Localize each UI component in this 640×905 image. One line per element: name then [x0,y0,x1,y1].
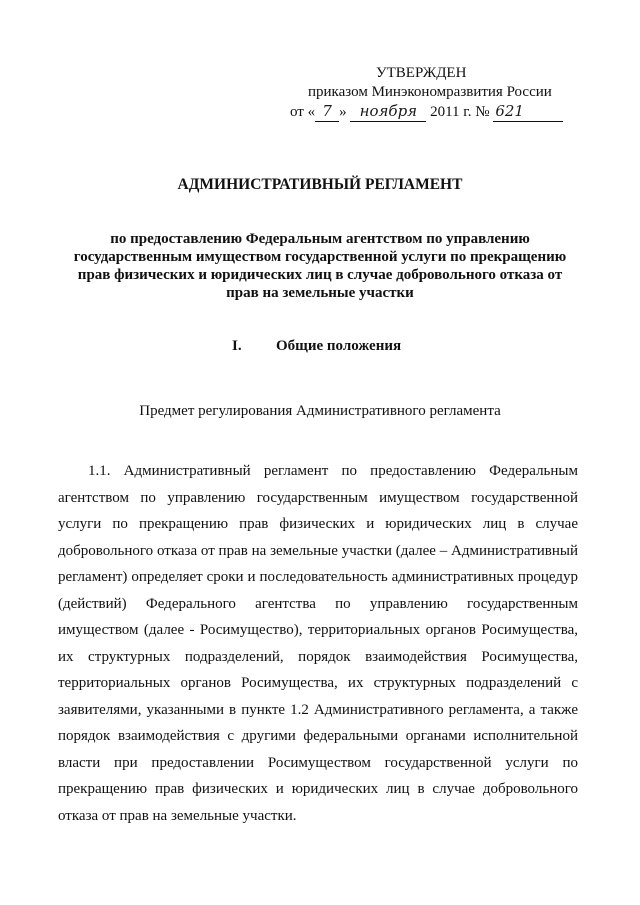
handwritten-order-number: 621 [493,102,563,122]
section-title: Общие положения [276,338,402,354]
approval-order-line: приказом Минэкономразвития России [308,84,552,100]
approval-date-line [290,102,590,122]
approval-stamp: УТВЕРЖДЕН [376,65,467,81]
subject-heading: Предмет регулирования Административного регламента [139,403,501,419]
handwritten-month: ноября [350,102,426,122]
approval-block [290,64,590,122]
handwritten-day: 7 [315,102,339,122]
section-heading [232,338,401,355]
section-number: I. [232,338,242,354]
document-subtitle: по предоставлению Федеральным агентством по управлению государственным имуществом государственной услуги по прекращению прав физических и юридических лиц в случае добровольного отказа от прав на земельные участки [73,231,567,301]
document-title: АДМИНИСТРАТИВНЫЙ РЕГЛАМЕНТ [177,176,463,193]
date-quote-close: » [339,104,347,120]
date-prefix: от « [290,104,316,120]
paragraph-1-1: 1.1. Административный регламент по предоставлению Федеральным агентством по управлению государственным имуществом государственной услуги по прекращению прав физических и юридических лиц в случае добровольного отказа от прав на земельные участки (далее – Административный регламент) определяет сроки и последовательность административных процедур (действий) Федерального агентства по управлению государственным имуществом (далее - Росимущество), территориальных органов Росимущества, их структурных подразделений, порядок взаимодействия Росимущества, территориальных органов Росимущества, их структурных подразделений с заявителями, указанными в пункте 1.2 Административного регламента, а также порядок взаимодействия с другими федеральными органами исполнительной власти при предоставлении Росимуществом государственной услуги по прекращению прав физических и юридических лиц в случае добровольного отказа от прав на земельные участки. [58,463,578,824]
year-text: 2011 г. № [430,104,490,120]
